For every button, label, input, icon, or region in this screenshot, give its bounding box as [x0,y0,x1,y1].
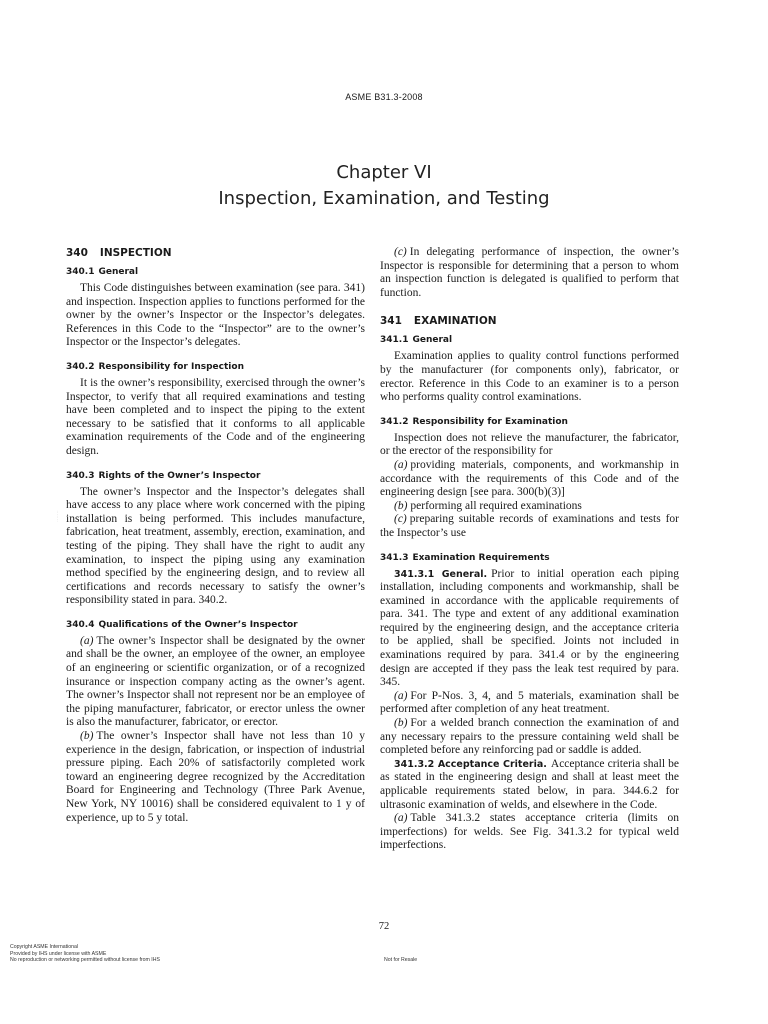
running-head: ASME B31.3-2008 [345,92,423,102]
item-letter: (a) [394,812,408,825]
section-340-2-heading [66,361,365,374]
item-text: preparing suitable records of examinations and tests for the Inspector’s use [380,513,679,539]
item-letter: (b) [394,717,408,730]
section-number: 341.3 [380,552,409,563]
paragraph: The owner’s Inspector and the Inspector’s delegates shall have access to any place where work concerned with the piping installation is being performed. This includes manufacture, fabrication, heat treatment, assembly, erection, examination, and testing of the piping. They shall have the right to audit any examination, to inspect the piping using any examination method specified by the engineering design, and to review all certifications and records necessary to satisfy the owner’s responsibility stated in para. 340.2. [66,485,365,607]
item-text: In delegating performance of inspection, the owner’s Inspector is responsible for determining that a person to whom an inspection function is delegated is qualified to perform that function. [380,246,679,299]
runin-heading: 341.3.1 General. [394,568,488,580]
section-title: Responsibility for Inspection [98,361,244,372]
item-letter: (a) [80,634,94,647]
item-text: The owner’s Inspector shall be designated by the owner and shall be the owner, an employee of the owner, an employee of an engineering or scientific organization, or of a recognized insurance or inspection company acting as the owner’s agent. The owner’s Inspector shall not represent nor be an employee of the piping manufacturer, fabricator, or erector unless the owner is also the manufacturer, fabricator, or erector. [66,634,365,729]
item-letter: (b) [394,499,408,512]
chapter-heading [0,160,768,212]
item-letter: (b) [80,730,94,743]
item-letter: (c) [394,513,407,526]
item-letter: (c) [394,246,407,258]
list-item [380,717,679,758]
item-letter: (a) [394,458,408,471]
section-341-heading [380,314,679,328]
section-340-4-heading [66,619,365,632]
section-number: 340.3 [66,470,95,481]
chapter-number: Chapter VI [336,162,432,183]
item-letter: (a) [394,689,408,702]
section-title: General [412,335,453,346]
paragraph-text: Acceptance criteria shall be as stated in the engineering design and shall at least meet the applicable requirements stated below, in para. 344.6.2 for ultrasonic examination of welds, and elsewhere in the Code. [380,757,680,811]
section-number: 340 [66,247,88,259]
list-item [380,812,679,853]
section-341-3-heading [380,552,679,565]
section-title: Examination Requirements [412,552,550,563]
item-text: For a welded branch connection the examination of and any necessary repairs to the pressure containing weld shall be completed before any reinforcing pad or saddle is added. [380,717,679,757]
left-column [66,246,365,825]
section-title: INSPECTION [99,247,172,259]
section-340-3-heading [66,470,365,483]
paragraph: Examination applies to quality control functions performed by the manufacturer (for components only), fabricator, or erector. Reference in this Code to an examiner is to a person who performs quality control examinations. [380,350,679,404]
list-item [66,635,365,730]
section-title: Rights of the Owner’s Inspector [98,470,261,481]
margin-watermark: ······· [55,510,61,522]
list-item [66,730,365,825]
list-item [380,246,679,300]
section-title: General [98,267,139,277]
section-340-heading [66,246,365,260]
section-number: 340.4 [66,619,95,630]
section-title: EXAMINATION [413,315,497,328]
section-title: Responsibility for Examination [412,416,568,427]
section-number: 341.1 [380,335,409,346]
list-item [380,500,679,514]
item-text: providing materials, components, and workmanship in accordance with the requirements of this Code and of the engineering design [see para. 300(b)(3)] [380,458,679,499]
list-item [380,513,679,540]
section-title: Qualifications of the Owner’s Inspector [98,619,298,630]
paragraph-text: Prior to initial operation each piping installation, including components and workmanship, shall be examined in accordance with the applicable requirements of para. 341. The type and extent of any additional examination required by the engineering design, and the acceptance criteria to be applied, shall be specified. Joints not included in examinations required by para. 341.4 or by the engineering design are accepted if they pass the leak test required by para. 345. [380,567,680,689]
copyright-line: No reproduction or networking permitted without license from IHS [10,957,160,964]
page-number: 72 [378,921,390,932]
section-number: 340.2 [66,361,95,372]
list-item [380,690,679,717]
item-text: Table 341.3.2 states acceptance criteria (limits on imperfections) for welds. See Fig. 341.3.2 for typical weld imperfections. [380,812,679,852]
item-text: The owner’s Inspector shall have not less than 10 y experience in the design, fabrication, or inspection of industrial pressure piping. Each 20% of satisfactorily completed work toward an engineering degree recognized by the Accreditation Board for Engineering and Technology (Three Park Avenue, New York, NY 10016) shall be considered equivalent to 1 y of experience, up to 5 y total. [66,730,365,824]
copyright-line: Provided by IHS under license with ASME [10,950,107,957]
paragraph: It is the owner’s responsibility, exercised through the owner’s Inspector, to verify that all required examinations and testing have been completed and to inspect the piping to the extent necessary to be satisfied that it conforms to all applicable examination requirements of the Code and of the engineering design. [66,376,365,457]
paragraph [380,758,679,812]
section-341-1-heading [380,334,679,347]
section-number: 341.2 [380,416,409,427]
item-text: For P-Nos. 3, 4, and 5 materials, examination shall be performed after completion of any heat treatment. [380,689,679,716]
list-item [380,459,679,500]
copyright-line: Copyright ASME International [10,944,79,950]
section-341-2-heading [380,416,679,429]
section-340-1-heading [66,266,365,279]
not-for-resale-notice: Not for Resale [384,957,418,963]
item-text: performing all required examinations [410,499,582,512]
section-number: 341 [380,315,402,328]
paragraph [380,568,679,690]
copyright-notice [10,944,160,964]
runin-heading: 341.3.2 Acceptance Criteria. [394,758,547,770]
right-column [380,246,679,853]
paragraph: Inspection does not relieve the manufacturer, the fabricator, or the erector of the responsibility for [380,431,679,458]
section-number: 340.1 [66,267,95,277]
paragraph: This Code distinguishes between examination (see para. 341) and inspection. Inspection applies to functions performed for the owner by the owner’s Inspector or the Inspector’s delegates. References in this Code to the “Inspector” are to the owner’s Inspector or the Inspector’s delegates. [66,282,365,349]
chapter-title: Inspection, Examination, and Testing [218,188,550,209]
